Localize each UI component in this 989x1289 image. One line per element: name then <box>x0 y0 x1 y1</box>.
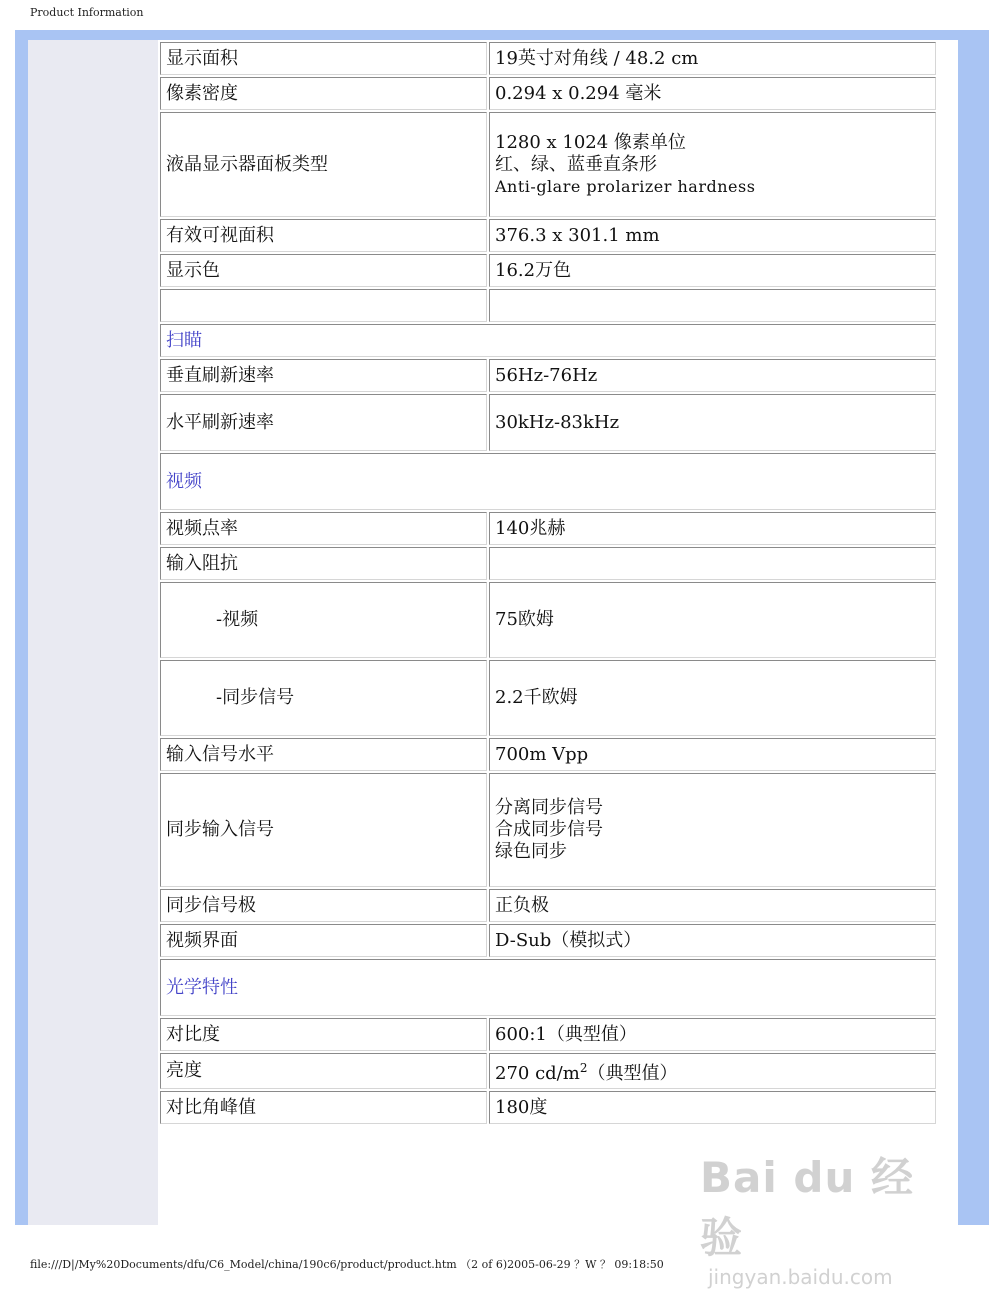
table-row <box>160 112 936 217</box>
impedance-sync-value: 2.2千欧姆 <box>489 660 936 736</box>
panel-stripe-text: 红、绿、蓝垂直条形 <box>495 153 657 175</box>
sync-composite-text: 合成同步信号 <box>495 819 603 840</box>
contrast-label: 对比度 <box>160 1018 487 1051</box>
video-dot-rate-label: 视频点率 <box>160 512 487 545</box>
page-header-title: Product Information <box>30 6 144 19</box>
display-area-value: 19英寸对角线 / 48.2 cm <box>489 42 936 75</box>
watermark-url: jingyan.baidu.com <box>708 1265 893 1289</box>
video-interface-value: D-Sub（模拟式） <box>489 924 936 957</box>
table-row <box>160 219 936 252</box>
vertical-refresh-value: 56Hz-76Hz <box>489 359 936 392</box>
input-impedance-value <box>489 547 936 580</box>
spec-table <box>158 40 938 1126</box>
table-row <box>160 773 936 887</box>
table-row <box>160 42 936 75</box>
sync-polarity-value: 正负极 <box>489 889 936 922</box>
pixel-pitch-label: 像素密度 <box>160 77 487 110</box>
panel-type-value <box>489 112 936 217</box>
empty-cell <box>160 289 487 322</box>
empty-cell <box>489 289 936 322</box>
table-row <box>160 394 936 451</box>
brightness-number: 270 cd/m <box>495 1063 580 1084</box>
table-row <box>160 582 936 658</box>
pixel-pitch-value: 0.294 x 0.294 毫米 <box>489 77 936 110</box>
video-section-title: 视频 <box>160 453 936 510</box>
video-interface-label: 视频界面 <box>160 924 487 957</box>
peak-contrast-angle-value: 180度 <box>489 1091 936 1124</box>
colors-value: 16.2万色 <box>489 254 936 287</box>
sync-polarity-label: 同步信号极 <box>160 889 487 922</box>
table-row <box>160 660 936 736</box>
effective-area-value: 376.3 x 301.1 mm <box>489 219 936 252</box>
input-level-value: 700m Vpp <box>489 738 936 771</box>
table-row <box>160 1091 936 1124</box>
optical-section-title: 光学特性 <box>160 959 936 1016</box>
panel-resolution-text: 1280 x 1024 像素单位 <box>495 131 686 153</box>
table-row <box>160 359 936 392</box>
colors-label: 显示色 <box>160 254 487 287</box>
vertical-refresh-label: 垂直刷新速率 <box>160 359 487 392</box>
impedance-video-value: 75欧姆 <box>489 582 936 658</box>
panel-coating-text: Anti-glare prolarizer hardness <box>495 176 756 196</box>
impedance-video-label: -视频 <box>160 582 487 658</box>
section-row <box>160 453 936 510</box>
sync-separate-text: 分离同步信号 <box>495 797 603 818</box>
brightness-typical: （典型值） <box>587 1063 678 1084</box>
table-row <box>160 289 936 322</box>
table-row <box>160 77 936 110</box>
table-row <box>160 254 936 287</box>
panel-type-label: 液晶显示器面板类型 <box>160 112 487 217</box>
brightness-label: 亮度 <box>160 1053 487 1089</box>
table-row <box>160 924 936 957</box>
table-row <box>160 1053 936 1089</box>
table-row <box>160 547 936 580</box>
brightness-value <box>489 1053 936 1089</box>
horizontal-refresh-value: 30kHz-83kHz <box>489 394 936 451</box>
display-area-label: 显示面积 <box>160 42 487 75</box>
horizontal-refresh-label: 水平刷新速率 <box>160 394 487 451</box>
watermark-brand: Bai du 经验 <box>700 1153 914 1262</box>
effective-area-label: 有效可视面积 <box>160 219 487 252</box>
input-impedance-label: 输入阻抗 <box>160 547 487 580</box>
scan-section-title: 扫瞄 <box>160 324 936 357</box>
brightness-superscript: 2 <box>579 1061 588 1075</box>
spec-content <box>158 40 958 1225</box>
table-row <box>160 889 936 922</box>
sync-input-label: 同步输入信号 <box>160 773 487 887</box>
section-row <box>160 324 936 357</box>
table-row <box>160 512 936 545</box>
video-dot-rate-value: 140兆赫 <box>489 512 936 545</box>
sync-green-text: 绿色同步 <box>495 841 567 862</box>
input-level-label: 输入信号水平 <box>160 738 487 771</box>
sync-input-value <box>489 773 936 887</box>
section-row <box>160 959 936 1016</box>
left-navigation-panel <box>28 40 158 1225</box>
table-row <box>160 738 936 771</box>
contrast-value: 600:1（典型值） <box>489 1018 936 1051</box>
impedance-sync-label: -同步信号 <box>160 660 487 736</box>
table-row <box>160 1018 936 1051</box>
page-footer-path: file:///D|/My%20Documents/dfu/C6_Model/china/190c6/product/product.htm （2 of 6)2005-06-29 ？W ？ 09:18:50 <box>30 1258 664 1271</box>
peak-contrast-angle-label: 对比角峰值 <box>160 1091 487 1124</box>
